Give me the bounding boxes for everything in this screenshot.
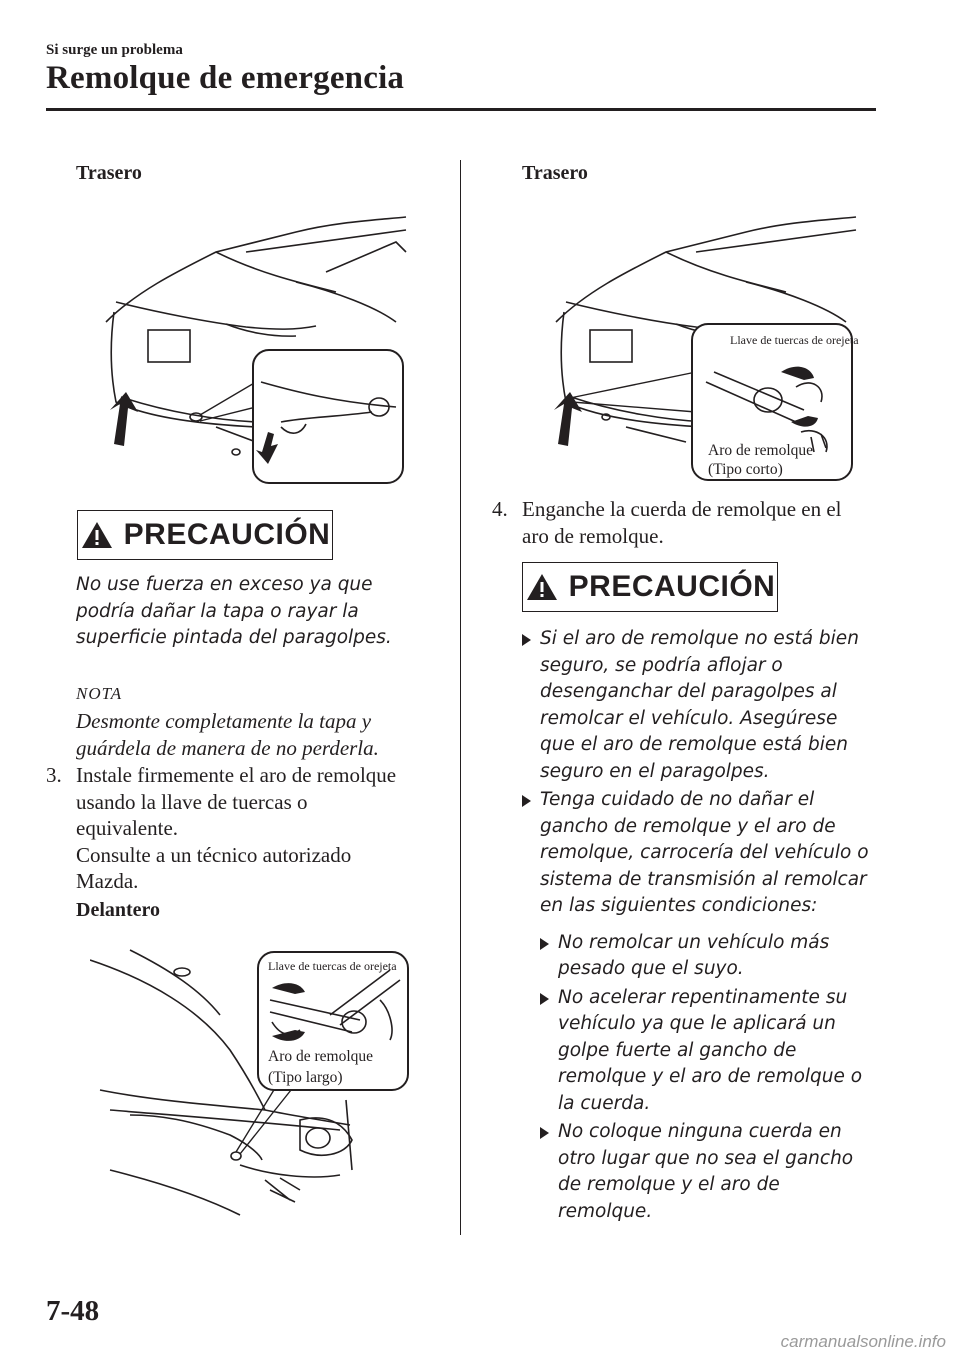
bullet-arrow-icon (522, 795, 531, 807)
front-tow-eye-illustration (90, 940, 420, 1230)
rear-tow-eye-illustration (546, 212, 866, 484)
step-3 (46, 762, 446, 923)
list-item: Tenga cuidado de no dañar el gancho de remolque y el aro de remolque, carrocería del vehículo o sistema de transmisión al remolcar en las siguientes condiciones: (522, 787, 872, 920)
step-4-line: Enganche la cuerda de remolque en el (522, 497, 842, 521)
step-4 (492, 496, 882, 549)
step-4-number: 4. (492, 497, 508, 521)
caution-label-right: PRECAUCIÓN (568, 570, 776, 603)
step-3-line: Instale firmemente el aro de remolque (76, 763, 397, 787)
front-wrench-label: Llave de tuercas de orejeta (268, 959, 397, 973)
bullet-arrow-icon (522, 634, 531, 646)
front-heading: Delantero (76, 898, 161, 921)
front-ring-label: Aro de remolque (268, 1048, 374, 1065)
caution-label-left: PRECAUCIÓN (123, 518, 331, 551)
step-3-number: 3. (46, 763, 62, 787)
bullet-arrow-icon (540, 1127, 549, 1139)
left-rear-heading: Trasero (76, 162, 142, 184)
step-3-consult: Consulte a un técnico autorizado (76, 842, 352, 867)
list-item: Si el aro de remolque no está bien seguro, se podría aflojar o desenganchar del paragolpes al remolcar el vehículo. Asegúrese que el aro de remolque está bien seguro en el paragolpes. (522, 626, 872, 785)
rear-bumper-cap-illustration (96, 212, 416, 492)
nota-label: NOTA (76, 684, 123, 703)
caution-banner-left (77, 510, 333, 560)
bullet-arrow-icon (540, 993, 549, 1005)
right-rear-heading: Trasero (522, 162, 588, 184)
warning-triangle-icon (80, 520, 114, 550)
step-4-line: aro de remolque. (522, 523, 664, 548)
step-3-line: equivalente. (76, 816, 179, 840)
rear-ring-type: (Tipo corto) (708, 461, 783, 478)
front-ring-type: (Tipo largo) (268, 1069, 343, 1086)
page-title: Remolque de emergencia (46, 60, 405, 96)
caution-text-left: No use fuerza en exceso ya que podría dañar la tapa o rayar la superficie pintada del paragolpes. (76, 574, 392, 648)
warning-triangle-icon (525, 572, 559, 602)
step-3-line: usando la llave de tuercas o (76, 789, 308, 814)
breadcrumb: Si surge un problema (46, 42, 183, 58)
watermark: carmanualsonline.info (780, 1332, 946, 1351)
list-item: No coloque ninguna cuerda en otro lugar que no sea el gancho de remolque y el aro de remolque. (522, 1119, 872, 1225)
title-divider (46, 108, 876, 111)
list-item: No remolcar un vehículo más pesado que el suyo. (522, 930, 872, 983)
page-number: 7-48 (46, 1295, 100, 1327)
list-item: No acelerar repentinamente su vehículo ya que le aplicará un golpe fuerte al gancho de remolque y el aro de remolque o la cuerda. (522, 985, 872, 1118)
rear-ring-label: Aro de remolque (708, 442, 814, 459)
rear-wrench-label: Llave de tuercas de orejeta (730, 333, 859, 347)
caution-banner-right (522, 562, 778, 612)
bullet-arrow-icon (540, 938, 549, 950)
nota-text: Desmonte completamente la tapa y guárdela de manera de no perderla. (76, 709, 379, 760)
column-divider (460, 160, 461, 1235)
caution-bullets-right (522, 626, 872, 1225)
step-3-consult: Mazda. (76, 869, 139, 893)
